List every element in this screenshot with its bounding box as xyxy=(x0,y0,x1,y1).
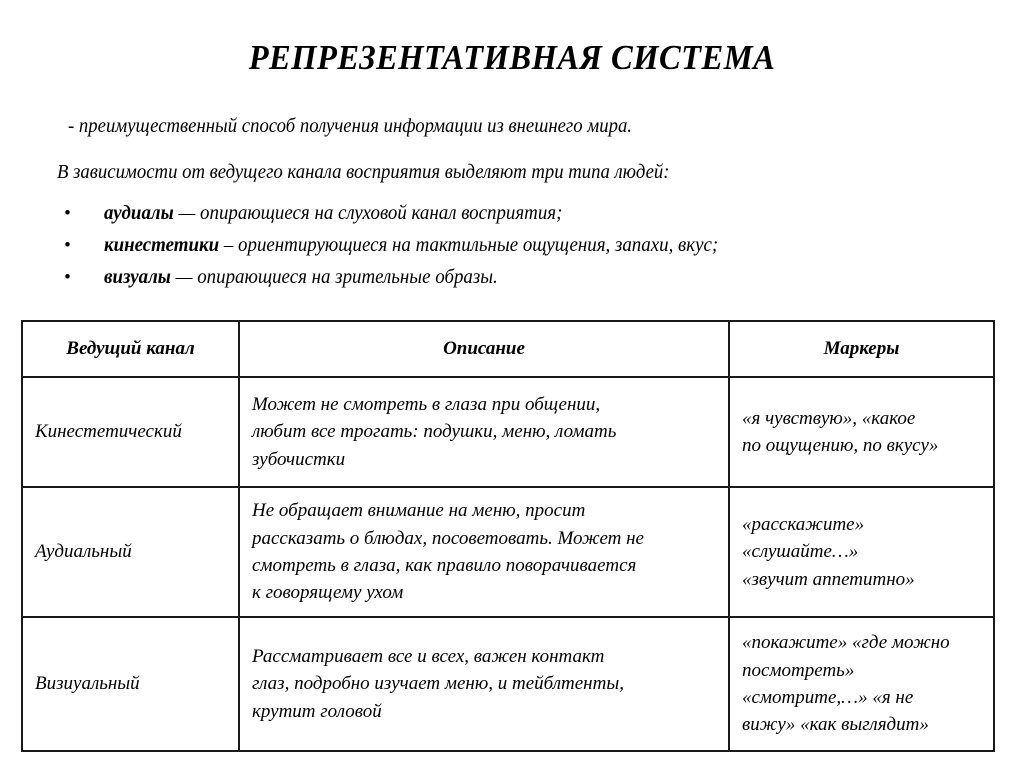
list-item-rest: – ориентирующиеся на тактильные ощущения, запахи, вкус; xyxy=(219,235,719,256)
column-header-markers: Маркеры xyxy=(729,321,994,377)
list-item-rest: — опирающиеся на зрительные образы. xyxy=(170,267,498,288)
marker-line: «покажите» «где можно xyxy=(742,632,950,654)
marker-line: посмотреть» xyxy=(742,659,855,681)
table-row xyxy=(22,487,994,617)
marker-line: «звучит аппетитно» xyxy=(742,568,915,590)
list-item-term: визуалы xyxy=(104,267,171,288)
desc-line: зубочистки xyxy=(252,448,346,470)
table-header-row xyxy=(22,321,994,377)
cell-description xyxy=(239,617,729,751)
column-header-description: Описание xyxy=(239,321,729,377)
cell-channel: Визиуальный xyxy=(22,617,239,751)
marker-line: «я чувствую», «какое xyxy=(742,407,916,429)
cell-markers xyxy=(729,487,994,617)
table-row xyxy=(22,617,994,751)
list-item-text xyxy=(104,200,562,228)
bullet-dot-icon: • xyxy=(64,267,71,288)
table-row xyxy=(22,377,994,487)
desc-line: Может не смотреть в глаза при общении, xyxy=(252,393,601,415)
page-title: РЕПРЕЗЕНТАТИВНАЯ СИСТЕМА xyxy=(248,38,776,77)
list-item-rest: — опирающиеся на слуховой канал восприятия; xyxy=(173,203,563,224)
desc-line: глаз, подробно изучает меню, и тейблтенты, xyxy=(252,673,624,695)
desc-line: любит все трогать: подушки, меню, ломать xyxy=(252,421,617,443)
cell-markers xyxy=(729,617,994,751)
desc-line: смотреть в глаза, как правило поворачивается xyxy=(252,555,637,576)
marker-line: «смотрите,…» «я не xyxy=(742,687,914,708)
desc-line: рассказать о блюдах, посоветовать. Может не xyxy=(252,527,644,549)
desc-line: Не обращает внимание на меню, просит xyxy=(252,500,586,522)
intro-line-2: В зависимости от ведущего канала восприятия выделяют три типа людей: xyxy=(57,162,670,183)
cell-description xyxy=(239,377,729,487)
desc-line: крутит головой xyxy=(252,700,382,722)
desc-line: Рассматривает все и всех, важен контакт xyxy=(252,645,605,667)
bullet-dot-icon: • xyxy=(64,235,71,256)
column-header-channel: Ведущий канал xyxy=(22,321,239,377)
bullet-dot-icon: • xyxy=(64,203,71,224)
list-item-text xyxy=(104,232,718,260)
list-item xyxy=(0,232,1024,264)
list-item xyxy=(0,200,1024,232)
marker-line: «расскажите» xyxy=(742,513,865,535)
list-item-term: кинестетики xyxy=(104,235,220,256)
representative-system-table xyxy=(21,320,995,752)
cell-description xyxy=(239,487,729,617)
list-item xyxy=(0,264,1024,296)
representative-system-table-wrap xyxy=(21,320,993,752)
cell-markers xyxy=(729,377,994,487)
cell-channel: Кинестетический xyxy=(22,377,239,487)
marker-line: вижу» «как выглядит» xyxy=(742,714,929,736)
cell-channel: Аудиальный xyxy=(22,487,239,617)
intro-line-1: - преимущественный способ получения информации из внешнего мира. xyxy=(68,116,632,137)
list-item-text xyxy=(104,264,498,292)
marker-line: по ощущению, по вкусу» xyxy=(742,435,939,456)
bullet-list xyxy=(0,200,1024,296)
desc-line: к говорящему ухом xyxy=(252,582,404,604)
list-item-term: аудиалы xyxy=(104,203,174,224)
marker-line: «слушайте…» xyxy=(742,541,859,563)
